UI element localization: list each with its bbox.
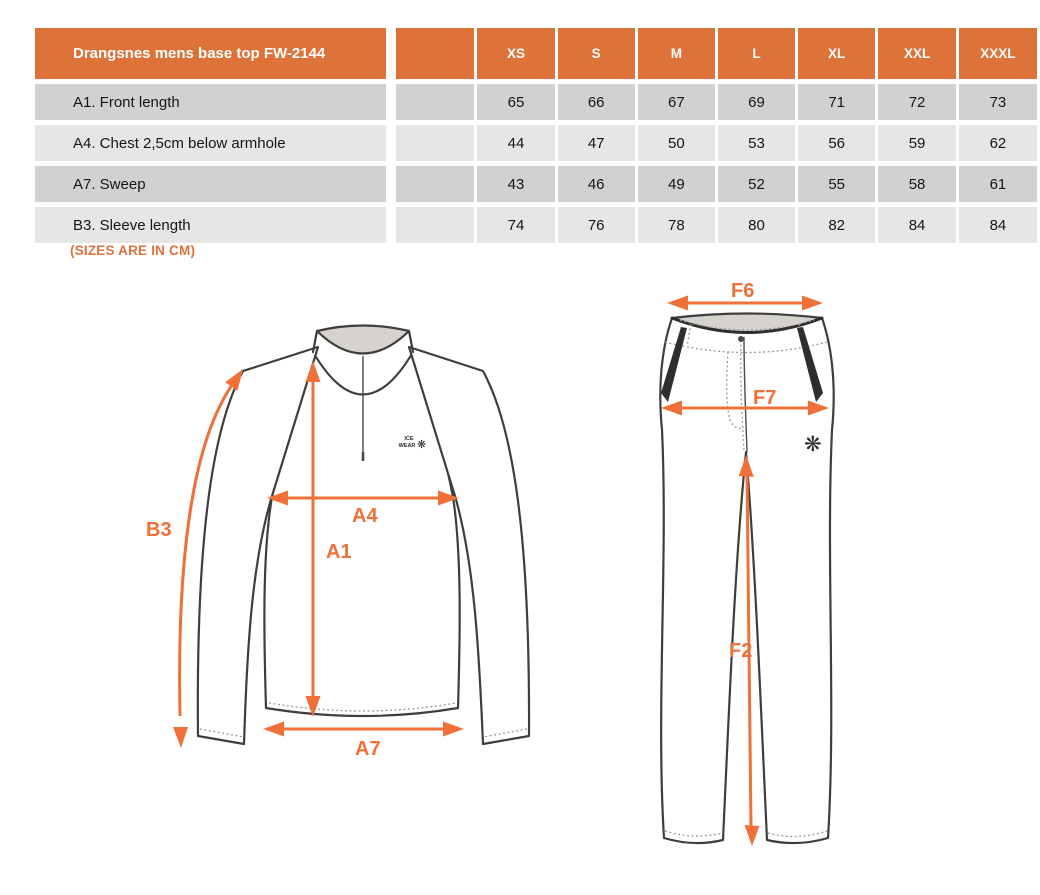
row-label: A4. Chest 2,5cm below armhole [35,125,386,161]
size-value-cell: 84 [959,207,1037,243]
size-header-m: M [638,28,715,79]
arrow-f6-head-right [802,296,823,311]
arrow-a7-head-right [443,722,464,737]
table-title: Drangsnes mens base top FW-2144 [35,28,386,79]
size-value-cell: 59 [878,125,956,161]
size-header-xxxl: XXXL [959,28,1037,79]
icewear-logo-line2: WEAR [398,443,416,449]
arrow-a7-head-left [263,722,284,737]
shirt-measurement-diagram [138,290,586,775]
size-value-cell: 69 [718,84,795,120]
spacer-column-header [389,28,474,79]
measurement-label-f7: F7 [753,387,777,409]
table-row [35,125,1037,161]
size-value-cell: 65 [477,84,554,120]
header-row [35,28,1037,79]
size-header-xs: XS [477,28,554,79]
size-header-s: S [558,28,635,79]
size-value-cell: 78 [638,207,715,243]
size-value-cell: 50 [638,125,715,161]
size-value-cell: 49 [638,166,715,202]
spacer-cell [389,84,474,120]
size-value-cell: 67 [638,84,715,120]
spacer-cell [389,125,474,161]
size-value-cell: 80 [718,207,795,243]
size-header-xxl: XXL [878,28,956,79]
measurement-label-f2: F2 [729,640,753,662]
size-value-cell: 84 [878,207,956,243]
size-value-cell: 76 [558,207,635,243]
size-header-l: L [718,28,795,79]
size-header-xl: XL [798,28,875,79]
size-value-cell: 61 [959,166,1037,202]
size-value-cell: 62 [959,125,1037,161]
size-value-cell: 52 [718,166,795,202]
size-chart-table [32,23,1040,248]
size-value-cell: 44 [477,125,554,161]
arrow-f2-head-bottom [745,825,760,846]
row-label: A1. Front length [35,84,386,120]
table-row [35,207,1037,243]
size-value-cell: 43 [477,166,554,202]
spacer-cell [389,166,474,202]
measurement-label-a1: A1 [326,541,352,563]
row-label: B3. Sleeve length [35,207,386,243]
measurement-label-a7: A7 [355,738,381,760]
pants-measurement-diagram [615,278,930,878]
arrow-b3-head-bottom [173,727,188,748]
sizes-unit-note: (SIZES ARE IN CM) [70,243,196,258]
size-value-cell: 74 [477,207,554,243]
size-value-cell: 46 [558,166,635,202]
measurement-label-b3: B3 [146,519,172,541]
row-label: A7. Sweep [35,166,386,202]
arrow-f6-head-left [667,296,688,311]
icewear-logo-line1: ICE [404,436,414,442]
measurement-label-a4: A4 [352,505,378,527]
size-value-cell: 71 [798,84,875,120]
size-value-cell: 47 [558,125,635,161]
spacer-cell [389,207,474,243]
size-value-cell: 66 [558,84,635,120]
measurement-label-f6: F6 [731,280,755,302]
size-value-cell: 58 [878,166,956,202]
size-value-cell: 73 [959,84,1037,120]
size-value-cell: 72 [878,84,956,120]
snowflake-icon: ❋ [804,432,822,456]
shirt-collar-opening [317,326,409,354]
size-value-cell: 55 [798,166,875,202]
size-value-cell: 53 [718,125,795,161]
table-row [35,166,1037,202]
pants-button [738,336,744,342]
size-chart [32,23,1040,248]
size-value-cell: 56 [798,125,875,161]
size-value-cell: 82 [798,207,875,243]
table-row [35,84,1037,120]
snowflake-icon: ❋ [417,438,427,451]
